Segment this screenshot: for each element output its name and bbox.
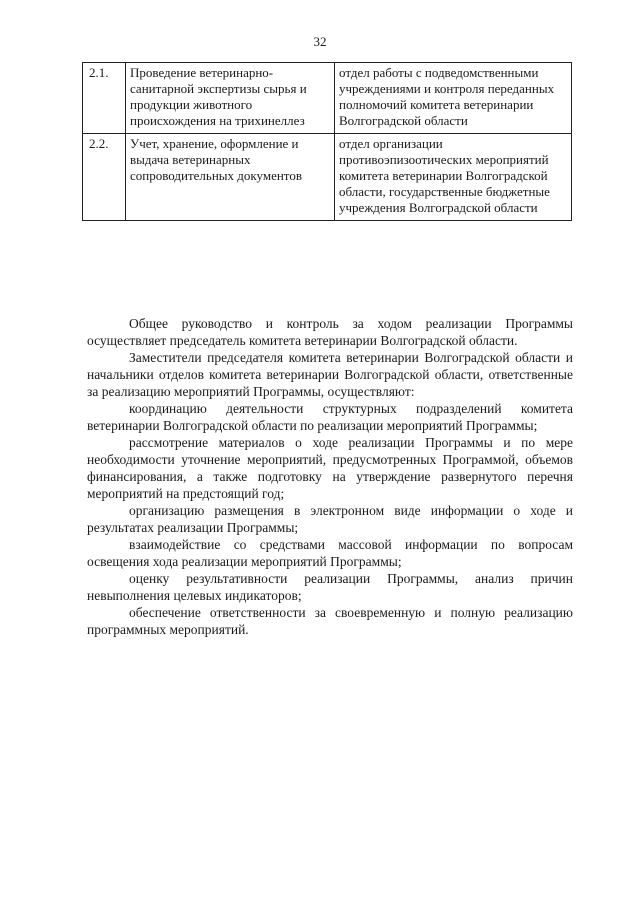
paragraph: взаимодействие со средствами массовой информации по вопросам освещения хода реализации мероприятий Программы; bbox=[87, 537, 573, 569]
row-number: 2.1. bbox=[83, 63, 126, 134]
body-text bbox=[87, 315, 573, 638]
table-row bbox=[83, 134, 572, 221]
paragraph: координацию деятельности структурных подразделений комитета ветеринарии Волгоградской области по реализации мероприятий Программы; bbox=[87, 401, 573, 433]
measures-table bbox=[82, 62, 572, 221]
responsible-executor: отдел организации противоэпизоотических мероприятий комитета ветеринарии Волгоградской области, государственные бюджетные учреждения Волгоградской области bbox=[335, 134, 572, 221]
paragraph: оценку результативности реализации Программы, анализ причин невыполнения целевых индикаторов; bbox=[87, 571, 573, 603]
measure-name: Учет, хранение, оформление и выдача ветеринарных сопроводительных документов bbox=[126, 134, 335, 221]
page-number: 32 bbox=[313, 34, 327, 49]
responsible-executor: отдел работы с подведомственными учреждениями и контроля переданных полномочий комитета ветеринарии Волгоградской области bbox=[335, 63, 572, 134]
paragraph: Заместители председателя комитета ветеринарии Волгоградской области и начальники отделов комитета ветеринарии Волгоградской области, ответственные за реализацию мероприятий Программы, осуществляют: bbox=[87, 350, 573, 399]
measure-name: Проведение ветеринарно-санитарной экспертизы сырья и продукции животного происхождения на трихинеллез bbox=[126, 63, 335, 134]
table-row bbox=[83, 63, 572, 134]
paragraph: организацию размещения в электронном виде информации о ходе и результатах реализации Программы; bbox=[87, 503, 573, 535]
paragraph: рассмотрение материалов о ходе реализации Программы и по мере необходимости уточнение мероприятий, предусмотренных Программой, объемов финансирования, а также подготовку на утверждение развернутого перечня мероприятий на предстоящий год; bbox=[87, 435, 573, 501]
paragraph: обеспечение ответственности за своевременную и полную реализацию программных мероприятий. bbox=[87, 605, 573, 637]
paragraph: Общее руководство и контроль за ходом реализации Программы осуществляет председатель комитета ветеринарии Волгоградской области. bbox=[87, 316, 573, 348]
row-number: 2.2. bbox=[83, 134, 126, 221]
